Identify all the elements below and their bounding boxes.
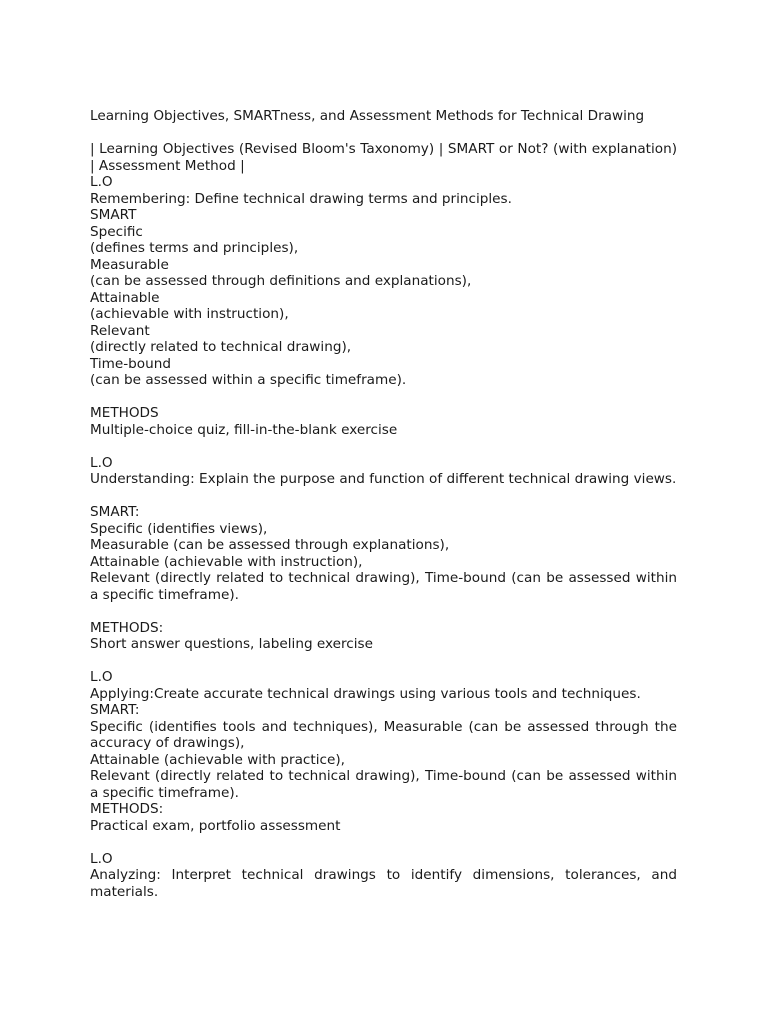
spacer [90, 125, 677, 142]
learning-objective: Applying:Create accurate technical drawings using various tools and techniques. [90, 685, 641, 702]
table-header-line: | Learning Objectives (Revised Bloom's Taxonomy) | SMART or Not? (with explanation) | Assessment Method | [90, 141, 677, 174]
smart-line: Measurable (can be assessed through explanations), [90, 537, 450, 553]
smart-label: SMART: [90, 504, 140, 520]
smart-line: (can be assessed through definitions and explanations), [90, 273, 472, 289]
assessment-methods: Practical exam, portfolio assessment [90, 817, 341, 834]
smart-line: Specific (identifies tools and techniques), Measurable (can be assessed through the accuracy of drawings), [90, 718, 677, 751]
smart-line: Relevant (directly related to technical drawing), Time-bound (can be assessed within a specific timeframe). [90, 768, 677, 801]
smart-line: Time-bound [90, 355, 171, 372]
spacer [90, 834, 677, 851]
spacer [90, 488, 677, 505]
lo-label: L.O [90, 454, 113, 471]
methods-label: METHODS: [90, 619, 164, 636]
learning-objective: Understanding: Explain the purpose and function of different technical drawing views. [90, 471, 677, 487]
smart-line: Specific [90, 223, 143, 240]
document-body [90, 108, 677, 900]
assessment-methods: Short answer questions, labeling exercise [90, 636, 373, 652]
lo-label: L.O [90, 174, 113, 190]
document-title: Learning Objectives, SMARTness, and Assessment Methods for Technical Drawing [90, 108, 645, 124]
learning-objective: Remembering: Define technical drawing terms and principles. [90, 190, 512, 207]
smart-label: SMART [90, 207, 137, 223]
lo-label: L.O [90, 669, 113, 685]
smart-line: Specific (identifies views), [90, 520, 268, 537]
methods-label: METHODS: [90, 801, 164, 817]
smart-line: Attainable (achievable with instruction), [90, 553, 363, 570]
spacer [90, 438, 677, 455]
lo-label: L.O [90, 850, 113, 867]
smart-line: Relevant (directly related to technical drawing), Time-bound (can be assessed within a specific timeframe). [90, 570, 677, 603]
spacer [90, 603, 677, 620]
smart-line: (can be assessed within a specific timeframe). [90, 372, 407, 388]
smart-line: Attainable [90, 289, 160, 306]
smart-line: Attainable (achievable with practice), [90, 751, 345, 768]
methods-label: METHODS [90, 405, 159, 421]
smart-line: Measurable [90, 256, 169, 273]
smart-line: (directly related to technical drawing), [90, 339, 352, 355]
assessment-methods: Multiple-choice quiz, fill-in-the-blank exercise [90, 421, 398, 438]
smart-line: Relevant [90, 322, 150, 339]
spacer [90, 389, 677, 406]
smart-line: (achievable with instruction), [90, 306, 289, 322]
learning-objective: Analyzing: Interpret technical drawings to identify dimensions, tolerances, and materials. [90, 867, 677, 900]
smart-line: (defines terms and principles), [90, 240, 299, 256]
smart-label: SMART: [90, 702, 140, 718]
spacer [90, 653, 677, 670]
